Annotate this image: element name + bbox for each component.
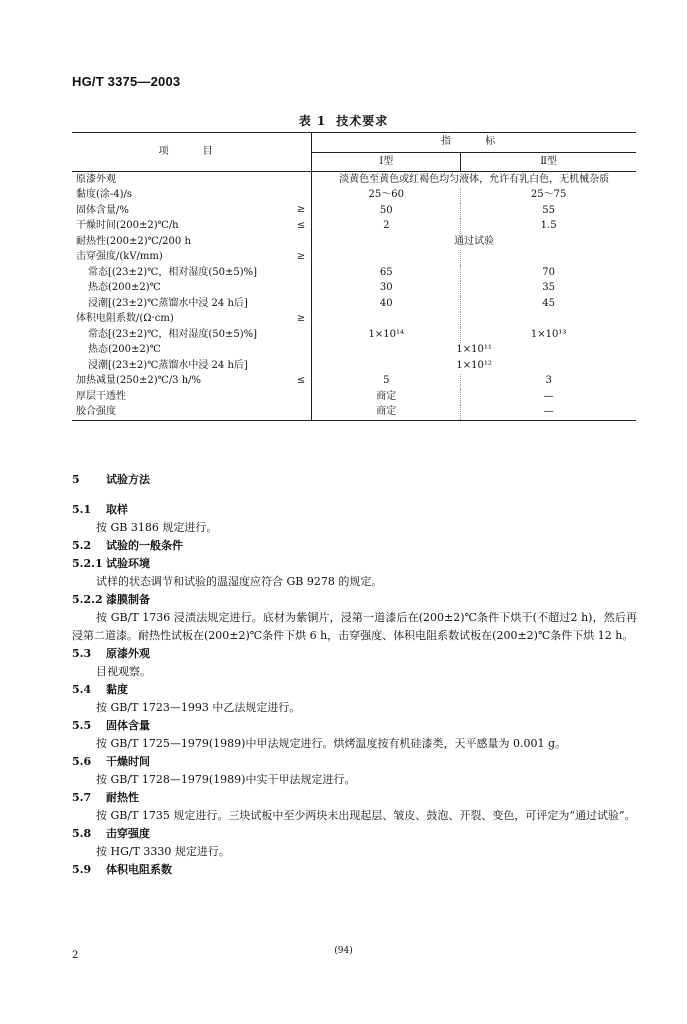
row-item-label: 浸潮[(23±2)℃蒸馏水中浸 24 h后] — [72, 358, 312, 374]
section-number: 5.7 — [72, 791, 92, 804]
table-number: 表 1 — [298, 114, 327, 128]
row-limit-mark: ≥ — [296, 204, 306, 215]
column-header-item: 项 目 — [72, 133, 312, 172]
row-value-type2: 1.5 — [461, 219, 636, 235]
section-heading — [72, 861, 637, 879]
section-number: 5.4 — [72, 683, 92, 696]
section-heading — [72, 591, 637, 609]
row-item-label: 击穿强度/(kV/mm) ≥ — [72, 250, 312, 266]
row-value-empty — [461, 312, 636, 328]
row-item-label: 常态[(23±2)℃，相对湿度(50±5)%] — [72, 265, 312, 281]
row-item-label: 原漆外观 — [72, 172, 312, 188]
section-heading — [72, 717, 637, 735]
paragraph: 按 GB/T 1728—1979(1989)中实干甲法规定进行。 — [96, 773, 356, 786]
row-value-type1: 2 — [383, 220, 390, 232]
section-number: 5.8 — [72, 827, 92, 840]
section-title: 体积电阻系数 — [106, 863, 172, 876]
section-title: 试验环境 — [106, 557, 150, 570]
row-value-type1: 50 — [379, 204, 393, 216]
section-heading — [72, 825, 637, 843]
section-heading — [72, 537, 637, 555]
row-value-merged: 淡黄色至黄色或红褐色均匀液体，允许有乳白色，无机械杂质 — [339, 173, 610, 185]
section-number: 5.1 — [72, 503, 92, 516]
table-row — [72, 265, 636, 281]
paragraph: 目视观察。 — [96, 665, 151, 678]
row-limit-mark: ≥ — [296, 312, 306, 324]
section-title: 耐热性 — [106, 791, 139, 804]
column-header-index: 指 标 — [312, 133, 636, 153]
row-value-empty — [312, 312, 461, 328]
column-header-type1: Ⅰ型 — [312, 152, 461, 172]
row-value-type1: 商定 — [376, 390, 397, 402]
row-value-type2: 1×10¹³ — [461, 327, 636, 343]
table-row — [72, 281, 636, 297]
table-title: 技术要求 — [336, 114, 389, 128]
table-row — [72, 296, 636, 312]
page-total: (94) — [334, 946, 353, 956]
section-title: 固体含量 — [106, 719, 150, 732]
section-heading — [72, 501, 637, 519]
row-value-merged: 通过试验 — [454, 235, 495, 247]
row-value-type2: 3 — [461, 374, 636, 390]
section-number: 5.2 — [72, 539, 92, 552]
row-item-label: 热态(200±2)℃ — [72, 343, 312, 359]
paragraph: 试样的状态调节和试验的温湿度应符合 GB 9278 的规定。 — [96, 575, 383, 588]
row-item-label: 胶合强度 — [72, 405, 312, 421]
row-item-label: 热态(200±2)℃ — [72, 281, 312, 297]
table-row — [72, 250, 636, 266]
section-title: 试验的一般条件 — [106, 539, 183, 552]
section-number: 5.2.1 — [72, 557, 103, 570]
section-heading — [72, 753, 637, 771]
row-value-type2: — — [461, 389, 636, 405]
page-number: 2 — [72, 950, 79, 961]
column-header-type2: Ⅱ型 — [461, 152, 636, 172]
section-title: 干燥时间 — [106, 755, 150, 768]
section-number: 5.2.2 — [72, 593, 103, 606]
row-value-type1: 商定 — [312, 405, 461, 421]
row-value-type1: 5 — [383, 375, 390, 387]
row-value-merged: 1×10¹¹ — [456, 344, 492, 356]
row-value-type2: 25～75 — [461, 188, 636, 204]
row-item-label: 干燥时间(200±2)℃/h ≤ — [72, 219, 312, 235]
row-value-type2: 45 — [461, 296, 636, 312]
row-item-label: 耐热性(200±2)℃/200 h — [72, 234, 312, 250]
row-item-label: 黏度(涂-4)/s — [72, 188, 312, 204]
row-item-label: 固体含量/% ≥ — [72, 203, 312, 219]
table-body — [72, 172, 636, 421]
section-number: 5 — [72, 473, 80, 486]
section-heading — [72, 555, 637, 573]
table-row — [72, 172, 636, 188]
standard-code: HG/T 3375—2003 — [72, 74, 181, 89]
technical-requirements-table — [72, 132, 636, 421]
table-row — [72, 389, 636, 405]
paragraph: 按 GB/T 1735 规定进行。三块试板中至少两块未出现起层、皱皮、鼓泡、开裂、变色，可评定为“通过试验”。 — [96, 809, 636, 822]
paragraph: 按 GB/T 1736 浸渍法规定进行。底材为紫铜片，浸第一道漆后在(200±2)℃条件下烘干(不超过2 h)，然后再浸第二道漆。耐热性试板在(200±2)℃条件下烘 6 h，击穿强度、体积电阻系数试板在(200±2)℃条件下烘 12 h。 — [72, 611, 637, 642]
table-row — [72, 405, 636, 421]
row-value-type1: 40 — [379, 297, 393, 309]
section-heading — [72, 470, 637, 490]
test-methods-section — [72, 470, 637, 879]
paragraph: 按 GB/T 1725—1979(1989)中甲法规定进行。烘烤温度按有机硅漆类，天平感量为 0.001 g。 — [96, 737, 566, 750]
paragraph: 按 HG/T 3330 规定进行。 — [96, 845, 230, 858]
table-row — [72, 312, 636, 328]
row-item-label: 体积电阻系数/(Ω·cm) ≥ — [72, 312, 312, 328]
section-heading — [72, 645, 637, 663]
table-row — [72, 188, 636, 204]
row-limit-mark: ≥ — [296, 250, 306, 262]
row-value-type1: 65 — [379, 266, 393, 278]
row-value-type2: 35 — [461, 281, 636, 297]
section-heading — [72, 789, 637, 807]
paragraph: 按 GB/T 1723—1993 中乙法规定进行。 — [96, 701, 301, 714]
table-row — [72, 343, 636, 359]
section-title: 黏度 — [106, 683, 128, 696]
section-title: 取样 — [106, 503, 128, 516]
table-row — [72, 219, 636, 235]
section-number: 5.5 — [72, 719, 92, 732]
row-item-label: 常态[(23±2)℃，相对湿度(50±5)%] — [72, 327, 312, 343]
row-value-type2: — — [461, 405, 636, 421]
row-value-type1: 25～60 — [368, 189, 404, 201]
table-row — [72, 358, 636, 374]
row-value-type2: 55 — [461, 203, 636, 219]
row-value-empty — [461, 250, 636, 266]
row-value-empty — [312, 250, 461, 266]
paragraph: 按 GB 3186 规定进行。 — [96, 521, 218, 534]
row-limit-mark: ≤ — [296, 374, 306, 386]
row-value-merged: 1×10¹² — [456, 359, 492, 371]
row-item-label: 浸潮[(23±2)℃蒸馏水中浸 24 h后] — [72, 296, 312, 312]
section-heading — [72, 681, 637, 699]
row-item-label: 加热减量(250±2)℃/3 h/% ≤ — [72, 374, 312, 390]
row-item-label: 厚层干透性 — [72, 389, 312, 405]
row-limit-mark: ≤ — [296, 219, 306, 231]
section-number: 5.6 — [72, 755, 92, 768]
section-title: 试验方法 — [106, 473, 150, 486]
table-row — [72, 327, 636, 343]
table-caption — [0, 112, 687, 129]
table-row — [72, 374, 636, 390]
section-title: 漆膜制备 — [106, 593, 150, 606]
section-title: 击穿强度 — [106, 827, 150, 840]
row-value-type2: 70 — [461, 265, 636, 281]
row-value-type1: 30 — [379, 282, 393, 294]
section-title: 原漆外观 — [106, 647, 150, 660]
table-row — [72, 203, 636, 219]
section-number: 5.3 — [72, 647, 92, 660]
table-row — [72, 234, 636, 250]
row-value-type1: 1×10¹⁴ — [368, 328, 404, 340]
section-number: 5.9 — [72, 863, 92, 876]
